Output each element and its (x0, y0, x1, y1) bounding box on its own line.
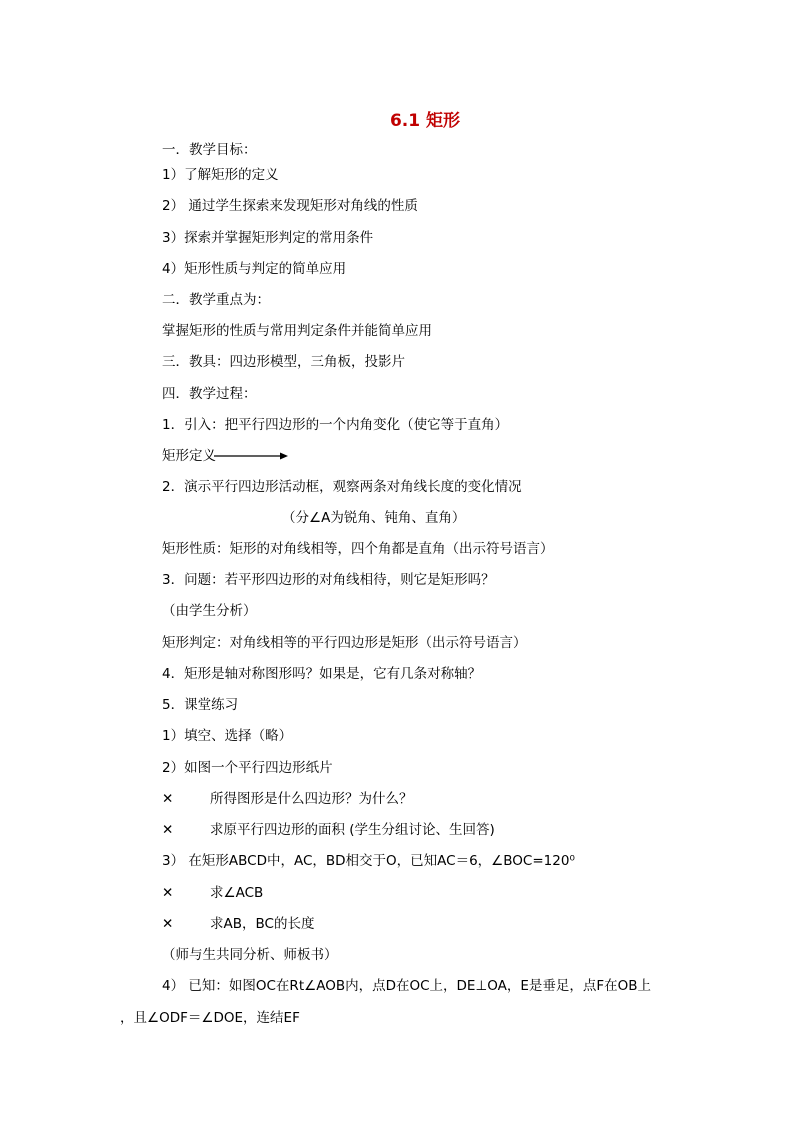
demo-note: （分∠A为锐角、钝角、直角） (282, 510, 466, 526)
keypoints-heading: 二．教学重点为： (162, 292, 270, 308)
demo-line: 2．演示平行四边形活动框，观察两条对角线长度的变化情况 (162, 479, 522, 495)
page-title: 6.1 矩形 (389, 111, 461, 131)
objective-3: 3）探索并掌握矩形判定的常用条件 (162, 230, 374, 246)
practice-2b (162, 821, 495, 839)
definition-line (162, 447, 288, 465)
bullet-symbol: ✕ (162, 885, 174, 901)
keypoints-text: 掌握矩形的性质与常用判定条件并能简单应用 (162, 323, 432, 339)
definition-label: 矩形定义 (162, 448, 216, 464)
objectives-heading: 一．教学目标： (162, 142, 257, 158)
practice-4: 4） 已知：如图OC在Rt∠AOB内，点D在OC上，DE⊥OA，E是垂足，点F在OB上 (162, 978, 652, 994)
practice-2b-text: 求原平行四边形的面积 (学生分组讨论、生回答) (210, 822, 495, 838)
bullet-symbol: ✕ (162, 822, 174, 838)
teacher-note: （师与生共同分析、师板书） (162, 947, 338, 963)
practice-3b-text: 求AB，BC的长度 (210, 916, 315, 932)
practice-3b (162, 915, 314, 933)
practice-2a (162, 790, 413, 808)
objective-4: 4）矩形性质与判定的简单应用 (162, 261, 347, 277)
judgement-line: 矩形判定：对角线相等的平行四边形是矩形（出示符号语言） (162, 635, 527, 651)
practice-2: 2）如图一个平行四边形纸片 (162, 760, 333, 776)
process-heading: 四．教学过程： (162, 386, 257, 402)
practice-3: 3） 在矩形ABCD中，AC，BD相交于O，已知AC＝6，∠BOC=120⁰ (162, 853, 575, 869)
intro-line: 1．引入：把平行四边形的一个内角变化（使它等于直角） (162, 417, 509, 433)
practice-heading: 5．课堂练习 (162, 697, 239, 713)
property-line: 矩形性质：矩形的对角线相等，四个角都是直角（出示符号语言） (162, 541, 554, 557)
question-line: 3．问题：若平形四边形的对角线相待，则它是矩形吗？ (162, 572, 495, 588)
practice-2a-text: 所得图形是什么四边形？为什么？ (210, 791, 413, 807)
practice-1: 1）填空、选择（略） (162, 728, 293, 744)
practice-3a-text: 求∠ACB (210, 885, 264, 901)
tools-line: 三．教具：四边形模型，三角板，投影片 (162, 354, 405, 370)
symmetry-line: 4．矩形是轴对称图形吗？如果是，它有几条对称轴？ (162, 666, 482, 682)
objective-2: 2） 通过学生探索来发现矩形对角线的性质 (162, 198, 418, 214)
objective-1: 1）了解矩形的定义 (162, 167, 279, 183)
bullet-symbol: ✕ (162, 916, 174, 932)
student-analysis: （由学生分析） (162, 603, 257, 619)
practice-3a (162, 884, 263, 902)
bullet-symbol: ✕ (162, 791, 174, 807)
practice-4-continued: ，且∠ODF＝∠DOE，连结EF (120, 1010, 300, 1026)
arrow-right-icon (214, 451, 288, 461)
